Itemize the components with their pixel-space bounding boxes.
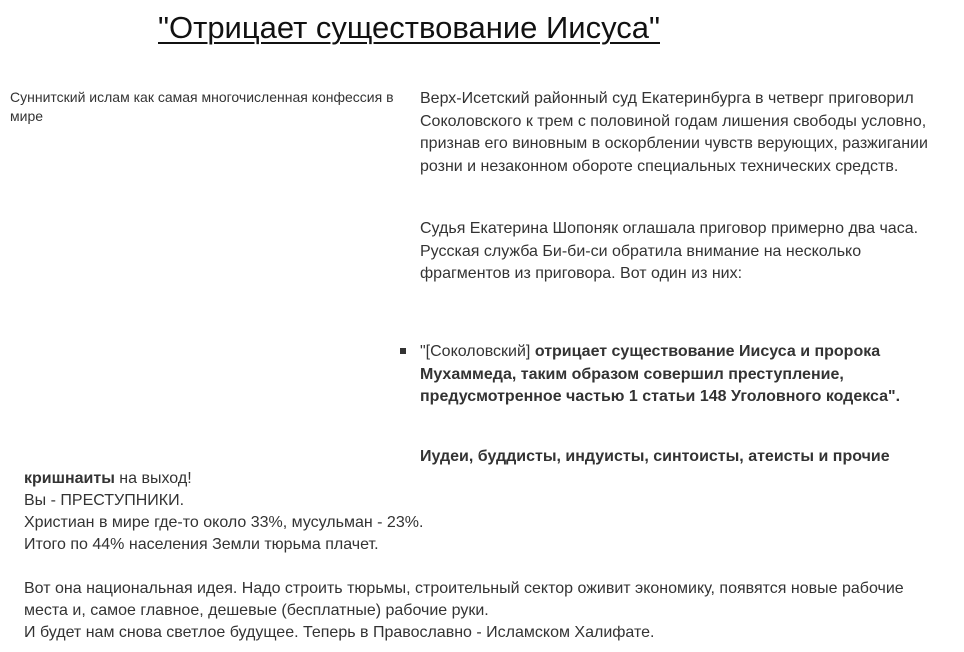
comment-criminals-line: Вы - ПРЕСТУПНИКИ.	[24, 492, 185, 509]
article-paragraph-2: Судья Екатерина Шопоняк оглашала приговор примерно два часа. Русская служба Би-би-си обратила внимание на несколько фрагментов из приговора. Вот один из них:	[420, 220, 919, 282]
blank-line	[24, 556, 944, 578]
quote-bold-text: отрицает существование Иисуса и пророка Мухаммеда, таким образом совершил преступление, предусмотренное частью 1 статьи 148 Уголовного кодекса".	[420, 343, 901, 405]
image-caption: Суннитский ислам как самая многочисленная конфессия в мире	[10, 89, 394, 124]
quote-prefix: "[Соколовский]	[420, 343, 535, 360]
list-bullet	[400, 348, 406, 354]
comment-ideas-line: Иудеи, буддисты, индуисты, синтоисты, атеисты и прочие	[420, 448, 890, 465]
comment-christians-line: Христиан в мире где-то около 33%, мусульман - 23%.	[24, 514, 424, 531]
page-title: "Отрицает существование Иисуса"	[158, 10, 660, 45]
comment-block	[24, 468, 944, 644]
krishna-bold: кришнаиты	[24, 470, 115, 487]
comment-idea-line-2: места и, самое главное, дешевые (бесплатные) рабочие руки.	[24, 602, 489, 619]
article-paragraph-1: Верх-Исетский районный суд Екатеринбурга в четверг приговорил Соколовского к трем с половиной годам лишения свободы условно, признав его виновным в оскорблении чувств верующих, разжигании розни и незаконном обороте специальных технических средств.	[420, 90, 928, 175]
comment-total-line: Итого по 44% населения Земли тюрьма плачет.	[24, 536, 379, 553]
comment-krishna-line	[24, 468, 944, 490]
verdict-quote	[420, 341, 940, 409]
comment-future-line: И будет нам снова светлое будущее. Теперь в Православно - Исламском Халифате.	[24, 624, 655, 641]
krishna-rest: на выход!	[114, 470, 192, 487]
comment-idea-line-1: Вот она национальная идея. Надо строить тюрьмы, строительный сектор оживит экономику, появятся новые рабочие	[24, 580, 904, 597]
